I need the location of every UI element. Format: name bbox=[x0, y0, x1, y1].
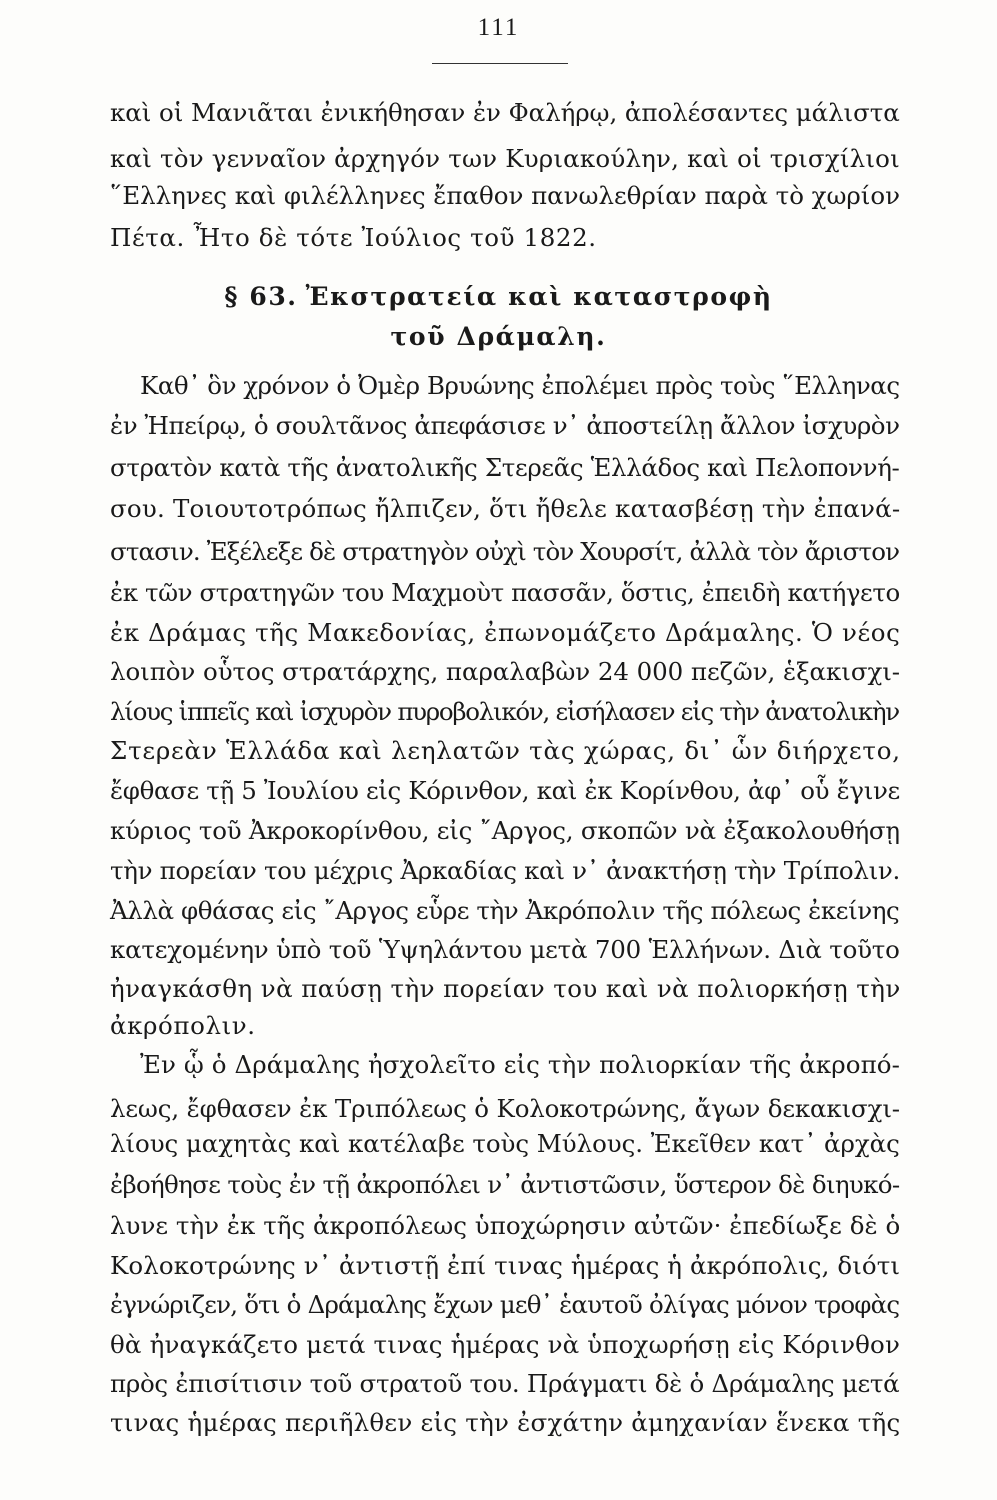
text-line: λυνε τὴν ἐκ τῆς ἀκροπόλεως ὑποχώρησιν αὐτῶν· ἐπεδίωξε δὲ ὁ bbox=[110, 1211, 901, 1240]
section-heading-line2: τοῦ Δράμαλη. bbox=[390, 322, 607, 351]
text-line: Ἐν ᾧ ὁ Δράμαλης ἠσχολεῖτο εἰς τὴν πολιορκίαν τῆς ἀκροπό- bbox=[140, 1050, 900, 1079]
text-line: Καθ᾽ ὃν χρόνον ὁ Ὀμὲρ Βρυώνης ἐπολέμει πρὸς τοὺς ῞Ελληνας bbox=[140, 371, 900, 400]
text-line: ἐβοήθησε τοὺς ἐν τῇ ἀκροπόλει ν᾽ ἀντιστῶσιν, ὕστερον δὲ διηυκό- bbox=[110, 1170, 900, 1199]
text-line: στρατὸν κατὰ τῆς ἀνατολικῆς Στερεᾶς Ἑλλάδος καὶ Πελοποννή- bbox=[110, 453, 900, 482]
text-line: ῞Ελληνες καὶ φιλέλληνες ἔπαθον πανωλεθρίαν παρὰ τὸ χωρίον bbox=[110, 181, 900, 210]
text-line: Ἀλλὰ φθάσας εἰς ῎Αργος εὗρε τὴν Ἀκρόπολιν τῆς πόλεως ἐκείνης bbox=[110, 896, 900, 925]
text-line: λίους μαχητὰς καὶ κατέλαβε τοὺς Μύλους. Ἐκεῖθεν κατ᾽ ἀρχὰς bbox=[110, 1129, 900, 1158]
page-number: 111 bbox=[477, 14, 520, 41]
text-line: καὶ οἱ Μανιᾶται ἐνικήθησαν ἐν Φαλήρῳ, ἀπολέσαντες μάλιστα bbox=[110, 98, 900, 127]
header-rule bbox=[432, 63, 568, 64]
section-title-line1: Ἐκστρατεία καὶ καταστροφὴ bbox=[305, 282, 773, 311]
text-line: Πέτα. Ἦτο δὲ τότε Ἰούλιος τοῦ 1822. bbox=[110, 223, 597, 252]
text-line: λίους ἱππεῖς καὶ ἰσχυρὸν πυροβολικόν, εἰσήλασεν εἰς τὴν ἀνατολικὴν bbox=[110, 697, 899, 726]
section-heading bbox=[0, 282, 997, 311]
text-line: Στερεὰν Ἑλλάδα καὶ λεηλατῶν τὰς χώρας, δι᾽ ὧν διήρχετο, bbox=[110, 736, 901, 765]
text-line: τὴν πορείαν του μέχρις Ἀρκαδίας καὶ ν᾽ ἀνακτήσῃ τὴν Τρίπολιν. bbox=[110, 856, 900, 885]
text-line: λεως, ἔφθασεν ἐκ Τριπόλεως ὁ Κολοκοτρώνης, ἄγων δεκακισχι- bbox=[110, 1094, 900, 1123]
text-line: ἔφθασε τῇ 5 Ἰουλίου εἰς Κόρινθον, καὶ ἐκ Κορίνθου, ἀφ᾽ οὗ ἔγινε bbox=[110, 776, 900, 805]
text-line: θὰ ἠναγκάζετο μετά τινας ἡμέρας νὰ ὑποχωρήσῃ εἰς Κόρινθον bbox=[110, 1330, 901, 1359]
text-line: ἐκ τῶν στρατηγῶν του Μαχμοὺτ πασσᾶν, ὅστις, ἐπειδὴ κατήγετο bbox=[110, 578, 900, 607]
text-line: κατεχομένην ὑπὸ τοῦ Ὑψηλάντου μετὰ 700 Ἑλλήνων. Διὰ τοῦτο bbox=[110, 935, 900, 964]
text-line: ἠναγκάσθη νὰ παύσῃ τὴν πορείαν του καὶ νὰ πολιορκήσῃ τὴν bbox=[110, 974, 901, 1003]
text-line: πρὸς ἐπισίτισιν τοῦ στρατοῦ του. Πράγματι δὲ ὁ Δράμαλης μετά bbox=[110, 1369, 900, 1398]
text-line: κύριος τοῦ Ἀκροκορίνθου, εἰς ῎Αργος, σκοπῶν νὰ ἐξακολουθήσῃ bbox=[110, 816, 900, 845]
text-line: τινας ἡμέρας περιῆλθεν εἰς τὴν ἐσχάτην ἀμηχανίαν ἕνεκα τῆς bbox=[110, 1408, 901, 1437]
text-line: ἐγνώριζεν, ὅτι ὁ Δράμαλης ἔχων μεθ᾽ ἑαυτοῦ ὀλίγας μόνον τροφὰς bbox=[110, 1290, 900, 1319]
section-number: § 63. bbox=[224, 282, 298, 311]
text-line: λοιπὸν οὗτος στρατάρχης, παραλαβὼν 24 000 πεζῶν, ἑξακισχι- bbox=[110, 657, 901, 686]
text-line: καὶ τὸν γενναῖον ἀρχηγόν των Κυριακούλην, καὶ οἱ τρισχίλιοι bbox=[110, 144, 900, 173]
text-line: σου. Τοιουτοτρόπως ἤλπιζεν, ὅτι ἤθελε κατασβέσῃ τὴν ἐπανά- bbox=[110, 494, 901, 523]
text-line: ἀκρόπολιν. bbox=[110, 1011, 256, 1040]
text-line: στασιν. Ἐξέλεξε δὲ στρατηγὸν οὐχὶ τὸν Χουρσίτ, ἀλλὰ τὸν ἄριστον bbox=[110, 537, 900, 566]
text-line: Κολοκοτρώνης ν᾽ ἀντιστῇ ἐπί τινας ἡμέρας ἡ ἀκρόπολις, διότι bbox=[110, 1251, 901, 1280]
text-line: ἐν Ἠπείρῳ, ὁ σουλτᾶνος ἀπεφάσισε ν᾽ ἀποστείλῃ ἄλλον ἰσχυρὸν bbox=[110, 411, 900, 440]
text-line: ἐκ Δράμας τῆς Μακεδονίας, ἐπωνομάζετο Δράμαλης. Ὁ νέος bbox=[110, 618, 901, 647]
